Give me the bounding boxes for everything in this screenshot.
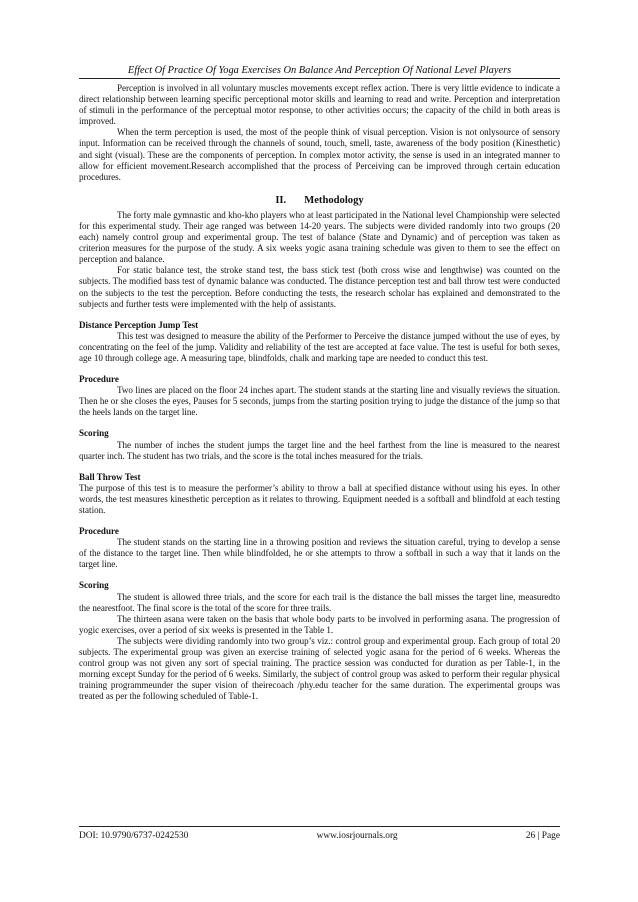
jump-test-scoring-paragraph: The number of inches the student jumps the target line and the heel farthest from the line is measured to the nearest quarter inch. The student has two trials, and the score is the total inches measured for the trials. <box>79 439 560 461</box>
section-number: II. <box>275 194 287 206</box>
jump-test-procedure-paragraph: Two lines are placed on the floor 24 inches apart. The student stands at the starting line and visually reviews the situation. Then he or she closes the eyes, Pauses for 5 seconds, jumps from the starting position trying to judge the distance of the jump so that the heels lands on the target line. <box>79 385 560 418</box>
methodology-paragraph-2: For static balance test, the stroke stand test, the bass stick test (both cross wise and lengthwise) was counted on the subjects. The modified bass test of dynamic balance was conducted. The distance perception test and ball throw test were conducted on the subjects to the test the perception. Before conducting the tests, the research scholar has explained and demonstrated to the subjects and further tests were implemented with the help of assistants. <box>79 265 560 309</box>
ball-throw-test-heading: Ball Throw Test <box>79 471 141 482</box>
jump-test-procedure-heading: Procedure <box>79 374 119 385</box>
journal-page <box>79 0 560 902</box>
ball-throw-test-paragraph: The purpose of this test is to measure the performer’s ability to throw a ball at specified distance without using his eyes. In other words, the test measures kinesthetic perception as it relates to throwing. Equipment needed is a softball and blindfold at each testing station. <box>79 482 560 515</box>
ball-throw-procedure-paragraph: The student stands on the starting line in a throwing position and reviews the situation careful, trying to develop a sense of the distance to the target line. Then while blindfolded, he or she attempts to throw a softball in such a way that it lands on the target line. <box>79 537 560 570</box>
distance-perception-jump-test-paragraph: This test was designed to measure the ability of the Performer to Perceive the distance jumped without the use of eyes, by concentrating on the feel of the jump. Validity and reliability of the test are accepted at face value. The test is useful for both sexes, age 10 through college age. A measuring tape, blindfolds, chalk and marking tape are needed to conduct this test. <box>79 330 560 363</box>
section-title: Methodology <box>304 194 364 206</box>
intro-paragraph-2: When the term perception is used, the most of the people think of visual perception. Vision is not onlysource of sensory input. Information can be received through the channels of sound, touch, smell, taste, awareness of the body position (Kinesthetic) and sight (visual). These are the components of perception. In complex motor activity, the sense is used in an integrated manner to allow for efficient movement.Research accomplished that the process of Perceiving can be improved through certain education procedures. <box>79 127 560 182</box>
section-heading-methodology <box>79 194 560 207</box>
intro-paragraph-1: Perception is involved in all voluntary muscles movements except reflex action. There is very little evidence to indicate a direct relationship between learning specific perceptional motor skills and learning to read and write. Perception and interpretation of stimuli in the performance of the perceptual motor response, to other activities occurs; the capacity of the child in both areas is improved. <box>79 83 560 127</box>
page-content <box>79 83 560 703</box>
jump-test-scoring-heading: Scoring <box>79 428 109 439</box>
ball-throw-scoring-paragraph-1: The student is allowed three trials, and the score for each trail is the distance the ball misses the target line, measuredto the nearestfoot. The final score is the total of the score for three trails. <box>79 591 560 613</box>
page-footer <box>79 830 560 842</box>
footer-website: www.iosrjournals.org <box>316 831 398 841</box>
header-rule <box>79 78 560 79</box>
footer-page-number: 26 | Page <box>525 831 560 841</box>
distance-perception-jump-test-heading: Distance Perception Jump Test <box>79 319 199 330</box>
footer-rule <box>79 826 560 827</box>
footer-doi: DOI: 10.9790/6737-0242530 <box>79 831 189 841</box>
running-header: Effect Of Practice Of Yoga Exercises On Balance And Perception Of National Level Players <box>127 65 512 76</box>
ball-throw-scoring-paragraph-2: The thirteen asana were taken on the basis that whole body parts to be involved in performing asana. The progression of yogic exercises, over a period of six weeks is presented in the Table 1. <box>79 613 560 635</box>
methodology-paragraph-1: The forty male gymnastic and kho-kho players who at least participated in the National level Championship were selected for this experimental study. Their age ranged was between 14-20 years. The subjects were divided randomly into two groups (20 each) namely control group and experimental group. The test of balance (State and Dynamic) and of perception was taken as criterion measures for the purpose of the study. A six weeks yogic asana training schedule was given to them to see the effect on perception and balance. <box>79 209 560 265</box>
ball-throw-scoring-heading: Scoring <box>79 580 109 591</box>
ball-throw-scoring-paragraph-3: The subjects were dividing randomly into two group’s viz.: control group and experimental group. Each group of total 20 subjects. The experimental group was given an exercise training of selected yogic asana for the period of 6 weeks. Whereas the control group was not given any sort of special training. The practice session was conducted for duration as per Table-1, in the morning except Sunday for the period of 6 weeks. Similarly, the subject of control group was asked to perform their regular physical training programmeunder the super vision of theirecoach /phy.edu teacher for the same duration. The experimental groups was treated as per the following scheduled of Table-1. <box>79 635 560 702</box>
ball-throw-procedure-heading: Procedure <box>79 526 119 537</box>
